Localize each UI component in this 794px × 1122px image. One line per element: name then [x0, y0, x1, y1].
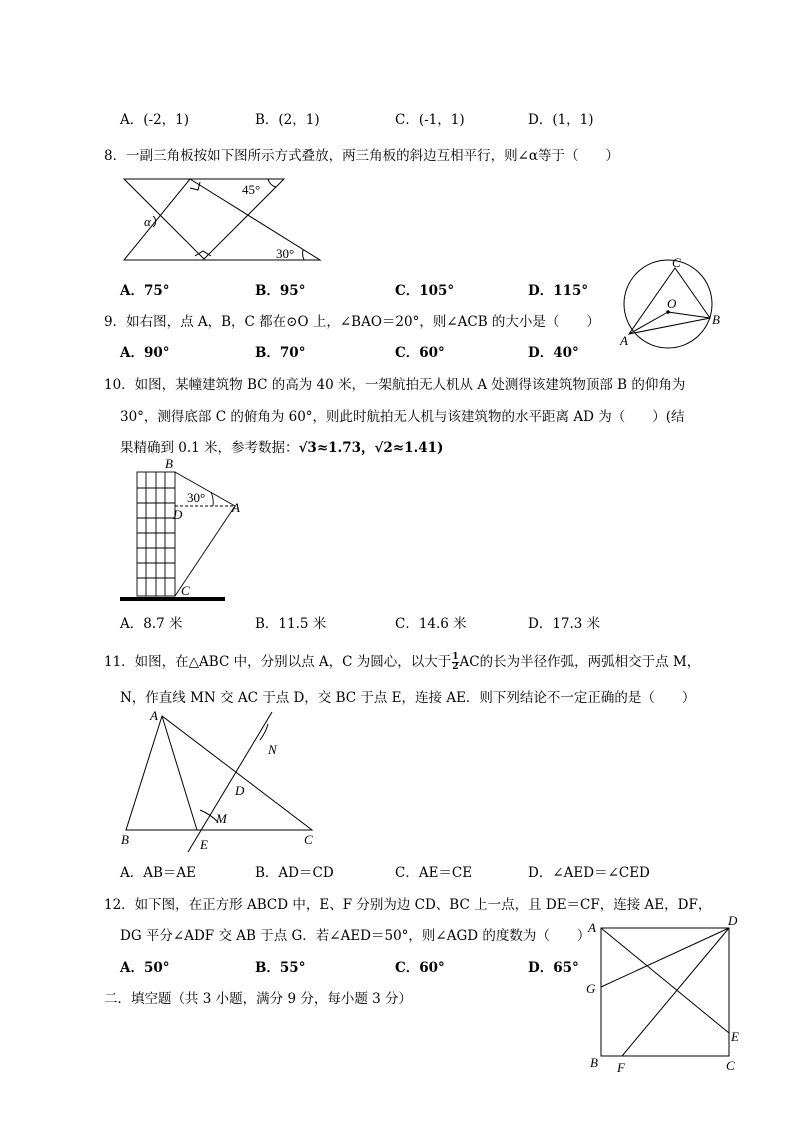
- q9-option-b: B．70°: [255, 345, 306, 361]
- q8-option-d: D．115°: [528, 283, 589, 299]
- q12-option-b: B．55°: [255, 960, 306, 976]
- q8-option-c: C．105°: [395, 283, 455, 299]
- q7-option-a: A．(-2，1): [120, 112, 190, 128]
- q8-figure: [120, 173, 330, 265]
- q9-label-b: B: [712, 312, 720, 327]
- q12-line2: DG 平分∠ADF 交 AB 于点 G．若∠AED＝50°，则∠AGD 的度数为（ ）: [120, 928, 591, 944]
- q9-option-a: A．90°: [120, 345, 170, 361]
- q11-label-c: C: [304, 832, 313, 847]
- q11-option-c: C．AE＝CE: [395, 865, 473, 881]
- q11-label-n: N: [268, 742, 277, 757]
- q10-line1: 10．如图，某幢建筑物 BC 的高为 40 米，一架航拍无人机从 A 处测得该建筑物顶部 B 的仰角为: [104, 377, 686, 393]
- q10-option-c: C．14.6 米: [395, 616, 467, 632]
- q12-option-c: C．60°: [395, 960, 445, 976]
- q8-option-b: B．95°: [255, 283, 306, 299]
- q8-option-a: A．75°: [120, 283, 170, 299]
- q9-option-d: D．40°: [528, 345, 579, 361]
- q8-alpha-label: α: [144, 214, 151, 229]
- q10-line3: [120, 436, 443, 456]
- q10-line3-text: 果精确到 0.1 米，参考数据：: [120, 440, 299, 456]
- q10-building-figure: [115, 456, 255, 606]
- q9-option-c: C．60°: [395, 345, 445, 361]
- q11-label-e: E: [200, 837, 208, 852]
- q12-line1: 12．如下图，在正方形 ABCD 中，E、F 分别为边 CD、BC 上一点，且 DE＝CF，连接 AE，DF，: [104, 897, 712, 913]
- q10-label-a: A: [232, 500, 240, 515]
- q7-option-d: D．(1，1): [528, 112, 594, 128]
- section-2-title: 二．填空题（共 3 小题，满分 9 分，每小题 3 分）: [104, 991, 413, 1007]
- q9-label-c: C: [672, 255, 681, 270]
- q12-label-f: F: [617, 1060, 625, 1075]
- q8-stem: 8．一副三角板按如下图所示方式叠放，两三角板的斜边互相平行，则∠α等于（ ）: [104, 148, 620, 164]
- q11-option-a: A．AB＝AE: [120, 865, 197, 881]
- q11-line1-pre: 11．如图，在△ABC 中，分别以点 A，C 为圆心，以大于: [104, 654, 452, 670]
- q12-label-b: B: [590, 1055, 598, 1070]
- q11-fraction: [452, 653, 458, 672]
- q12-label-c: C: [726, 1058, 735, 1073]
- q12-option-a: A．50°: [120, 960, 170, 976]
- q7-option-c: C．(-1，1): [395, 112, 465, 128]
- q11-line2: N，作直线 MN 交 AC 于点 D，交 BC 于点 E，连接 AE．则下列结论不一定正确的是（ ）: [120, 690, 696, 706]
- q10-angle-30-label: 30°: [187, 490, 206, 505]
- q10-option-b: B．11.5 米: [255, 616, 327, 632]
- q12-label-a: A: [588, 920, 596, 935]
- q11-line1-post: AC的长为半径作弧，两弧相交于点 M，: [459, 654, 701, 670]
- q10-label-d: D: [173, 507, 183, 522]
- q10-reference-data: √3≈1.73，√2≈1.41): [298, 440, 444, 456]
- q9-label-o: O: [667, 296, 677, 311]
- q11-label-a: A: [150, 708, 158, 723]
- q11-label-d: D: [235, 783, 245, 798]
- q11-option-d: D．∠AED＝∠CED: [528, 865, 650, 881]
- q10-line2: 30°，测得底部 C 的俯角为 60°，则此时航拍无人机与该建筑物的水平距离 AD 为（ ）(结: [120, 409, 685, 425]
- q11-label-m: M: [216, 811, 227, 826]
- q10-label-c: C: [181, 583, 190, 598]
- q11-option-b: B．AD＝CD: [255, 865, 334, 881]
- q10-label-b: B: [165, 456, 173, 471]
- q10-option-d: D．17.3 米: [528, 616, 601, 632]
- q9-stem: 9．如右图，点 A，B，C 都在⊙O 上，∠BAO＝20°，则∠ACB 的大小是（ ）: [104, 314, 600, 330]
- q12-label-d: D: [728, 913, 738, 928]
- q8-angle-30-label: 30°: [276, 246, 295, 261]
- q12-label-g: G: [586, 981, 596, 996]
- q7-option-b: B．(2，1): [255, 112, 320, 128]
- q9-label-a: A: [620, 333, 628, 348]
- q11-fraction-numerator: 1: [452, 652, 459, 662]
- q12-square-figure: [582, 910, 742, 1082]
- q11-line1: [104, 650, 700, 672]
- q11-label-b: B: [121, 832, 129, 847]
- q8-angle-45-label: 45°: [242, 182, 261, 197]
- q12-label-e: E: [731, 1029, 739, 1044]
- q12-option-d: D．65°: [528, 960, 579, 976]
- q10-option-a: A．8.7 米: [120, 616, 183, 632]
- q11-fraction-denominator: 2: [452, 662, 459, 672]
- q11-triangle-figure: [118, 706, 328, 856]
- q9-circle-figure: [612, 254, 732, 354]
